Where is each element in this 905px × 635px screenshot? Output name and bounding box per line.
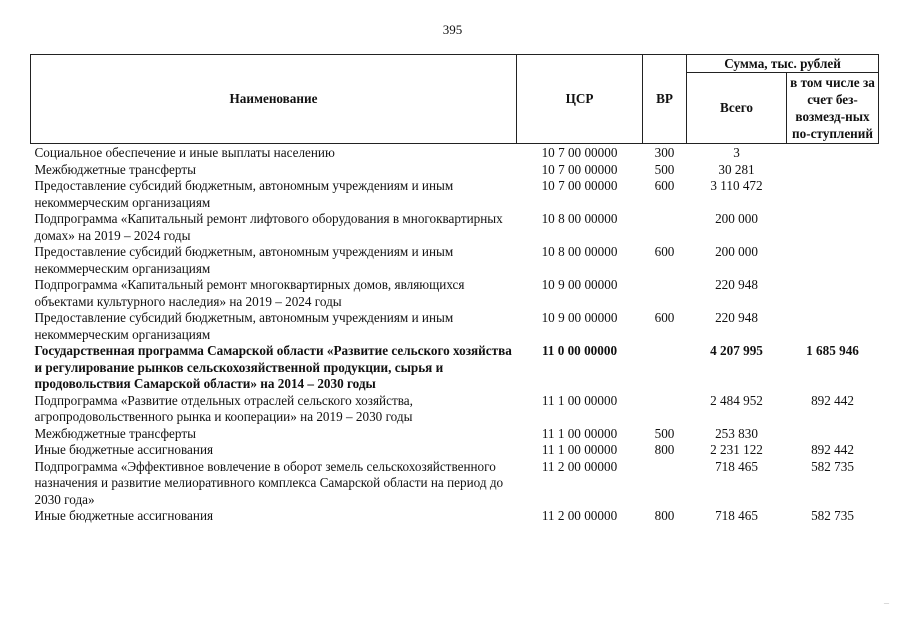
row-name: Социальное обеспечение и иные выплаты населению [34, 145, 335, 160]
row-vr: 500 [654, 425, 675, 441]
row-free-receipts: 582 735 [811, 458, 854, 474]
table-row [31, 310, 879, 343]
table-row [31, 442, 879, 459]
row-total: 220 948 [715, 277, 758, 292]
budget-table [30, 54, 879, 525]
table-row [31, 459, 879, 509]
row-csr: 11 0 00 00000 [541, 343, 618, 358]
header-csr: ЦСР [517, 55, 643, 144]
row-csr: 11 2 00 00000 [541, 458, 618, 474]
row-name: Иные бюджетные ассигнования [34, 508, 214, 523]
table-row [31, 508, 879, 525]
row-csr: 11 1 00 00000 [541, 425, 618, 441]
table-row [31, 178, 879, 211]
row-total: 30 281 [718, 161, 755, 177]
row-name: Межбюджетные трансферты [34, 161, 196, 177]
row-free-receipts [787, 277, 879, 310]
row-vr: 600 [654, 310, 675, 325]
table-row [31, 144, 879, 162]
row-name: Предоставление субсидий бюджетным, автономным учреждениям и иным некоммерческим организациям [34, 310, 454, 342]
row-vr: 300 [654, 145, 675, 160]
row-total: 253 830 [715, 425, 758, 441]
row-csr: 10 8 00 00000 [541, 244, 618, 259]
row-total: 718 465 [715, 508, 758, 523]
row-total: 2 484 952 [710, 392, 763, 408]
row-vr [643, 277, 687, 310]
row-name: Подпрограмма «Развитие отдельных отраслей сельского хозяйства, агропродовольственного рынка и кооперации» на 2019 – 2030 годы [34, 392, 413, 424]
row-free-receipts: 582 735 [811, 508, 854, 523]
row-vr [643, 393, 687, 426]
row-free-receipts: 1 685 946 [806, 343, 859, 358]
row-name: Предоставление субсидий бюджетным, автономным учреждениям и иным некоммерческим организациям [34, 178, 454, 210]
row-free-receipts [787, 144, 879, 162]
row-csr: 11 1 00 00000 [541, 442, 618, 457]
row-csr: 10 7 00 00000 [541, 161, 618, 177]
row-name: Иные бюджетные ассигнования [34, 442, 214, 457]
row-total: 3 110 472 [710, 178, 763, 193]
header-vr: ВР [643, 55, 687, 144]
table-row [31, 393, 879, 426]
row-csr: 10 7 00 00000 [541, 145, 618, 160]
page-number: 395 [442, 22, 463, 37]
header-free-receipts: в том числе за счет без-возмезд-ных по-ступлений [787, 73, 879, 144]
table-row [31, 244, 879, 277]
row-free-receipts: 892 442 [811, 392, 854, 408]
row-name: Межбюджетные трансферты [34, 425, 196, 441]
table-row [31, 426, 879, 443]
row-vr: 800 [654, 508, 675, 523]
row-free-receipts [787, 244, 879, 277]
row-name: Подпрограмма «Эффективное вовлечение в оборот земель сельскохозяйственного назначения и развитие мелиоративного комплекса Самарской области на период до 2030 года» [34, 458, 504, 507]
row-csr: 11 2 00 00000 [541, 508, 618, 523]
row-free-receipts [787, 211, 879, 244]
row-vr [643, 343, 687, 393]
row-name: Подпрограмма «Капитальный ремонт многоквартирных домов, являющихся объектами культурного наследия» на 2019 – 2024 годы [34, 277, 465, 309]
table-header [31, 55, 879, 144]
row-total: 4 207 995 [710, 343, 763, 358]
row-total: 3 [733, 145, 740, 160]
table-row [31, 277, 879, 310]
row-csr: 10 9 00 00000 [541, 277, 618, 292]
row-vr: 600 [654, 244, 675, 259]
row-csr: 10 9 00 00000 [541, 310, 618, 325]
row-name: Подпрограмма «Капитальный ремонт лифтового оборудования в многоквартирных домах» на 2019 – 2024 годы [34, 211, 503, 243]
margin-mark: – [884, 598, 889, 609]
row-csr: 11 1 00 00000 [541, 392, 618, 408]
row-vr [643, 211, 687, 244]
row-vr: 800 [654, 442, 675, 457]
row-total: 718 465 [715, 458, 758, 474]
table-row [31, 211, 879, 244]
row-total: 200 000 [715, 244, 758, 259]
row-total: 220 948 [715, 310, 758, 325]
row-name: Предоставление субсидий бюджетным, автономным учреждениям и иным некоммерческим организациям [34, 244, 454, 276]
row-vr [643, 459, 687, 509]
row-csr: 10 7 00 00000 [541, 178, 618, 193]
table-row [31, 162, 879, 179]
row-vr: 600 [654, 178, 675, 193]
row-total: 2 231 122 [710, 442, 763, 457]
row-free-receipts: 892 442 [811, 442, 854, 457]
row-free-receipts [787, 178, 879, 211]
row-free-receipts [787, 426, 879, 443]
row-total: 200 000 [715, 211, 758, 226]
row-free-receipts [787, 162, 879, 179]
table-row [31, 343, 879, 393]
table-body [31, 144, 879, 525]
header-name: Наименование [31, 55, 517, 144]
row-free-receipts [787, 310, 879, 343]
header-sum-group: Сумма, тыс. рублей [687, 55, 879, 73]
row-vr: 500 [654, 161, 675, 177]
header-total: Всего [687, 73, 787, 144]
row-csr: 10 8 00 00000 [541, 211, 618, 226]
row-name: Государственная программа Самарской области «Развитие сельского хозяйства и регулирование рынков сельскохозяйственной продукции, сырья и продовольствия Самарской области» на 2014 – 2030 годы [34, 343, 512, 391]
